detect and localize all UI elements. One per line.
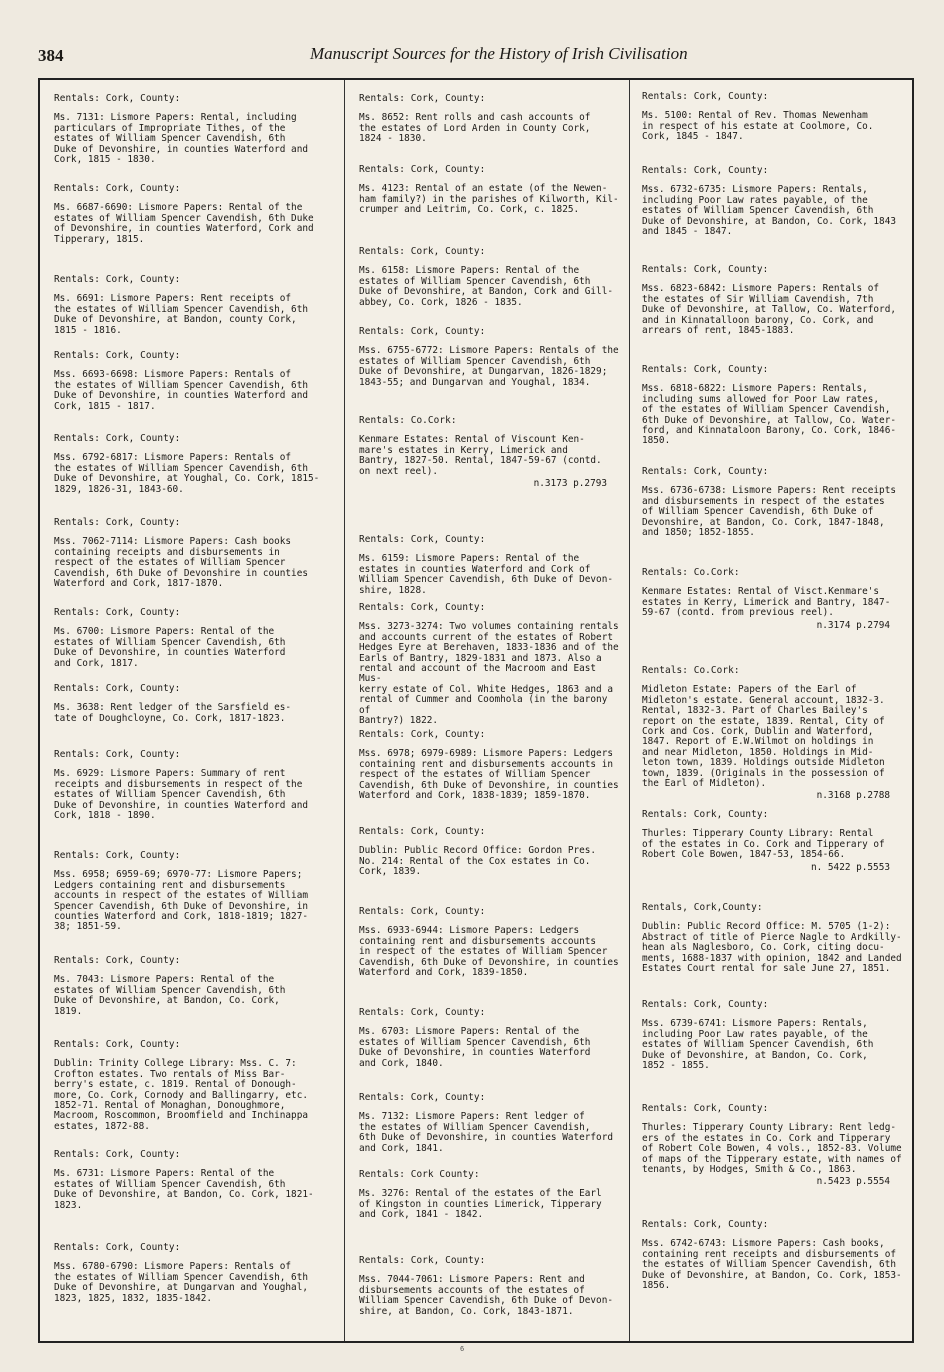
entry-category: Rentals: Cork, County: — [54, 433, 181, 444]
entry-reference: n.3173 p.2793 — [533, 478, 607, 490]
rental-entry — [40, 184, 344, 245]
rental-entry — [40, 1040, 344, 1132]
entry-description: Ms. 7043: Lismore Papers: Rental of the estates of William Spencer Cavendish, 6th Duke of Devonshire, at Bandon, Co. Cork, 1819. — [54, 974, 286, 1017]
rental-entry — [345, 1256, 629, 1317]
entry-description: Ms. 3638: Rent ledger of the Sarsfield es- tate of Doughcloyne, Co. Cork, 1817-1823. — [54, 702, 292, 724]
entry-description: Ms. 6159: Lismore Papers: Rental of the estates in counties Waterford and Cork of William Spencer Cavendish, 6th Duke of Devon- shire, 1828. — [359, 553, 613, 596]
entry-description: Ms. 6691: Lismore Papers: Rent receipts of the estates of William Spencer Cavendish, 6th Duke of Devonshire, at Bandon, county Cork, 1815 - 1816. — [54, 293, 308, 336]
rental-entry — [630, 365, 912, 447]
entry-category: Rentals: Cork, County: — [54, 350, 181, 361]
entry-description: Ms. 5100: Rental of Rev. Thomas Newenham in respect of his estate at Coolmore, Co. Cork, 1845 - 1847. — [642, 110, 874, 143]
entry-description: Mss. 6823-6842: Lismore Papers: Rentals of the estates of Sir William Cavendish, 7th Duke of Devonshire, at Tallow, Co. Waterford, and in Kinnatalloon barony, Co. Cork, and arrears of rent, 1845-1883. — [642, 283, 896, 337]
entry-category: Rentals: Cork, County: — [359, 246, 486, 257]
entry-reference: n.3168 p.2788 — [816, 790, 890, 802]
rental-entry — [40, 1150, 344, 1211]
entry-category: Rentals: Cork, County: — [54, 850, 181, 861]
entry-category: Rentals: Cork, County: — [54, 517, 181, 528]
entry-category: Rentals: Cork, County: — [642, 466, 769, 477]
rental-entry — [345, 165, 629, 216]
entry-description: Dublin: Public Record Office: Gordon Pres. No. 214: Rental of the Cox estates in Co. Cork, 1839. — [359, 845, 597, 878]
rental-entry — [40, 94, 344, 165]
entry-description: Mss. 6736-6738: Lismore Papers: Rent receipts and disbursements in respect of the estates of William Spencer Cavendish, 6th Duke of Devonshire, at Bandon, Co. Cork, 1847-1848, and 1850; 1852-1855. — [642, 485, 896, 539]
rental-entry — [630, 903, 912, 974]
rental-entry — [40, 750, 344, 821]
rental-entry — [630, 92, 912, 143]
entry-category: Rentals: Cork, County: — [54, 93, 181, 104]
entry-description: Mss. 7044-7061: Lismore Papers: Rent and disbursements accounts of the estates of William Spencer Cavendish, 6th Duke of Devon- shire, at Bandon, Co. Cork, 1843-1871. — [359, 1274, 613, 1317]
entry-category: Rentals: Cork, County: — [54, 683, 181, 694]
entry-category: Rentals: Cork, County: — [359, 826, 486, 837]
rental-entry — [40, 518, 344, 589]
rental-entry — [40, 851, 344, 933]
entry-category: Rentals: Cork, County: — [54, 607, 181, 618]
rental-entry — [345, 94, 629, 145]
entry-description: Mss. 6958; 6959-69; 6970-77: Lismore Papers; Ledgers containing rent and disbursements accounts in respect of the estates of William Spencer Cavendish, 6th Duke of Devonshire, in counties Waterford and Cork, 1818-1819; 1827- 38; 1851-59. — [54, 869, 308, 933]
entry-category: Rentals: Cork, County: — [642, 91, 769, 102]
entry-description: Ms. 7131: Lismore Papers: Rental, including particulars of Impropriate Tithes, of the estates of William Spencer Cavendish, 6th Duke of Devonshire, in counties Waterford and Cork, 1815 - 1830. — [54, 112, 308, 166]
rental-entry — [345, 603, 629, 726]
entry-category: Rentals: Cork, County: — [642, 364, 769, 375]
entry-category: Rentals: Cork, County: — [54, 1149, 181, 1160]
entry-description: Dublin: Public Record Office: M. 5705 (1-2): Abstract of title of Pierce Nagle to Ardkilly- hean als Naglesboro, Co. Cork, citing docu- ments, 1688-1837 with opinion, 1842 and Landed Estates Court rental for sale June 27, 1851. — [642, 921, 902, 975]
entry-category: Rentals: Cork, County: — [54, 274, 181, 285]
column-1 — [40, 80, 345, 1341]
rental-entry — [345, 535, 629, 596]
entry-category: Rentals: Cork, County: — [642, 809, 769, 820]
entry-category: Rentals: Cork, County: — [54, 1242, 181, 1253]
rental-entry — [345, 1093, 629, 1154]
rental-entry — [345, 730, 629, 801]
entry-description: Mss. 7062-7114: Lismore Papers: Cash books containing receipts and disbursements in respect of the estates of William Spencer Cavendish, 6th Duke of Devonshire in counties Waterford and Cork, 1817-1870. — [54, 536, 308, 590]
entry-description: Mss. 6742-6743: Lismore Papers: Cash books, containing rent receipts and disbursements of the estates of William Spencer Cavendish, 6th Duke of Devonshire, at Bandon, Co. Cork, 1853- 1856. — [642, 1238, 902, 1292]
entry-description: Midleton Estate: Papers of the Earl of Midleton's estate. General account, 1832-3. Rental, 1832-3. Part of Charles Bailey's report on the estate, 1839. Rental, City of Cork and Cos. Cork, Dublin and Waterford, 1847. Report of E.W.Wilmot on holdings in and near Midleton, 1850. Holdings in Mid- leton town, 1839. Holdings outside Midleton town, 1839. (Originals in the possession of the Earl of Midleton). — [642, 684, 885, 790]
entry-description: Dublin: Trinity College Library: Mss. C. 7: Crofton estates. Two rentals of Miss Bar- berry's estate, c. 1819. Rental of Donough- more, Co. Cork, Cornody and Ballingarry, etc. 1852-71. Rental of Monaghan, Donoughmore, Macroom, Roscommon, Broomfield and Inchinappa estates, 1872-88. — [54, 1058, 308, 1132]
rental-entry — [630, 1220, 912, 1291]
rental-entry — [40, 434, 344, 495]
entry-category: Rentals: Cork, County: — [359, 1007, 486, 1018]
entry-category: Rentals: Cork, County: — [359, 164, 486, 175]
entry-reference: n.3174 p.2794 — [816, 619, 890, 631]
entry-category: Rentals: Cork, County: — [359, 602, 486, 613]
entry-description: Mss. 6739-6741: Lismore Papers: Rentals, including Poor Law rates payable, of the estates of William Spencer Cavendish, 6th Duke of Devonshire, at Bandon, Co. Cork, 1852 - 1855. — [642, 1018, 874, 1072]
page-title: Manuscript Sources for the History of Irish Civilisation — [310, 44, 688, 63]
rental-entry — [630, 1104, 912, 1188]
rental-entry — [630, 810, 912, 873]
columns-frame — [38, 78, 914, 1343]
column-2 — [345, 80, 630, 1341]
page-number: 384 — [38, 46, 64, 65]
entry-category: Rentals: Cork, County: — [54, 1039, 181, 1050]
rental-entry — [40, 956, 344, 1017]
entry-description: Mss. 6818-6822: Lismore Papers: Rentals, including sums allowed for Poor Law rates, of the estates of William Spencer Cavendish, 6th Duke of Devonshire, at Tallow, Co. Water- ford, and Kinnataloon Barony, Co. Cork, 1846- 1850. — [642, 383, 896, 447]
entry-reference: n. 5422 p.5553 — [810, 861, 890, 873]
entry-category: Rentals: Cork County: — [359, 1169, 480, 1180]
entry-category: Rentals: Co.Cork: — [642, 665, 740, 676]
entry-category: Rentals: Cork, County: — [359, 906, 486, 917]
entry-category: Rentals: Co.Cork: — [359, 415, 457, 426]
rental-entry — [40, 275, 344, 336]
rental-entry — [345, 1170, 629, 1221]
rental-entry — [345, 416, 629, 489]
entry-description: Mss. 6732-6735: Lismore Papers: Rentals, including Poor Law rates payable, of the estates of William Spencer Cavendish, 6th Duke of Devonshire, at Bandon, Co. Cork, 1843 and 1845 - 1847. — [642, 184, 896, 238]
rental-entry — [40, 684, 344, 724]
entry-reference: n.5423 p.5554 — [816, 1176, 890, 1188]
entry-category: Rentals: Cork, County: — [642, 1103, 769, 1114]
rental-entry — [345, 907, 629, 978]
rental-entry — [40, 351, 344, 412]
rental-entry — [345, 827, 629, 878]
entry-description: Mss. 6755-6772: Lismore Papers: Rentals of the estates of William Spencer Cavendish, 6th Duke of Devonshire, at Dungarvan, 1826-1829; 1843-55; and Dungarvan and Youghal, 1834. — [359, 345, 619, 388]
rental-entry — [345, 247, 629, 308]
rental-entry — [630, 568, 912, 631]
entry-description: Ms. 6158: Lismore Papers: Rental of the estates of William Spencer Cavendish, 6th Duke of Devonshire, at Bandon, Cork and Gill- abbey, Co. Cork, 1826 - 1835. — [359, 265, 613, 308]
rental-entry — [630, 467, 912, 538]
entry-description: Ms. 8652: Rent rolls and cash accounts of the estates of Lord Arden in County Cork, 1824 - 1830. — [359, 112, 591, 145]
entry-category: Rentals: Cork, County: — [359, 326, 486, 337]
rental-entry — [40, 1243, 344, 1304]
entry-description: Kenmare Estates: Rental of Viscount Ken- mare's estates in Kerry, Limerick and Bantry, 1827-50. Rental, 1847-59-67 (contd. on next reel). — [359, 434, 602, 477]
entry-description: Ms. 7132: Lismore Papers: Rent ledger of the estates of William Spencer Cavendish, 6th Duke of Devonshire, in counties Waterford and Cork, 1841. — [359, 1111, 613, 1154]
entry-description: Ms. 6687-6690: Lismore Papers: Rental of the estates of William Spencer Cavendish, 6th Duke of Devonshire, in counties Waterford, Cork and Tipperary, 1815. — [54, 202, 314, 245]
entry-description: Kenmare Estates: Rental of Visct.Kenmare's estates in Kerry, Limerick and Bantry, 1847- 59-67 (contd. from previous reel). — [642, 586, 891, 619]
rental-entry — [630, 265, 912, 336]
footer-mark: 6 — [460, 1345, 465, 1353]
rental-entry — [345, 327, 629, 388]
entry-description: Mss. 6780-6790: Lismore Papers: Rentals of the estates of William Spencer Cavendish, 6th Duke of Devonshire, at Dungarvan and Youghal, 1823, 1825, 1832, 1835-1842. — [54, 1261, 308, 1304]
entry-category: Rentals: Co.Cork: — [642, 567, 740, 578]
entry-description: Mss. 6933-6944: Lismore Papers: Ledgers containing rent and disbursements accounts in respect of the estates of William Spencer Cavendish, 6th Duke of Devonshire, in counties Waterford and Cork, 1839-1850. — [359, 925, 619, 979]
entry-description: Mss. 6978; 6979-6989: Lismore Papers: Ledgers containing rent and disbursements accounts in respect of the estates of William Spencer Cavendish, 6th Duke of Devonshire, in counties Waterford and Cork, 1838-1839; 1859-1870. — [359, 748, 619, 802]
entry-category: Rentals: Cork, County: — [359, 93, 486, 104]
entry-category: Rentals: Cork, County: — [359, 729, 486, 740]
entry-category: Rentals: Cork, County: — [359, 534, 486, 545]
entry-category: Rentals: Cork, County: — [642, 999, 769, 1010]
entry-description: Ms. 6703: Lismore Papers: Rental of the estates of William Spencer Cavendish, 6th Duke of Devonshire, in counties Waterford and Cork, 1840. — [359, 1026, 591, 1069]
rental-entry — [40, 608, 344, 669]
entry-category: Rentals: Cork, County: — [54, 183, 181, 194]
entry-description: Ms. 4123: Rental of an estate (of the Newen- ham family?) in the parishes of Kilworth, Kil- crumper and Leitrim, Co. Cork, c. 1825. — [359, 183, 619, 216]
rental-entry — [630, 666, 912, 802]
entry-category: Rentals: Cork, County: — [54, 749, 181, 760]
entry-category: Rentals: Cork, County: — [642, 264, 769, 275]
entry-description: Ms. 3276: Rental of the estates of the Earl of Kingston in counties Limerick, Tipperary and Cork, 1841 - 1842. — [359, 1188, 602, 1221]
entry-category: Rentals: Cork, County: — [359, 1092, 486, 1103]
entry-category: Rentals: Cork, County: — [642, 1219, 769, 1230]
entry-description: Ms. 6929: Lismore Papers: Summary of rent receipts and disbursements in respect of the estates of William Spencer Cavendish, 6th Duke of Devonshire, in counties Waterford and Cork, 1818 - 1890. — [54, 768, 308, 822]
entry-category: Rentals, Cork,County: — [642, 902, 763, 913]
rental-entry — [630, 166, 912, 237]
entry-category: Rentals: Cork, County: — [359, 1255, 486, 1266]
rental-entry — [345, 1008, 629, 1069]
entry-description: Ms. 6731: Lismore Papers: Rental of the estates of William Spencer Cavendish, 6th Duke of Devonshire, at Bandon, Co. Cork, 1821- 1823. — [54, 1168, 314, 1211]
entry-category: Rentals: Cork, County: — [54, 955, 181, 966]
entry-description: Mss. 6693-6698: Lismore Papers: Rentals of the estates of William Spencer Cavendish, 6th Duke of Devonshire, in counties Waterford and Cork, 1815 - 1817. — [54, 369, 308, 412]
entry-description: Ms. 6700: Lismore Papers: Rental of the estates of William Spencer Cavendish, 6th Duke of Devonshire, in counties Waterford and Cork, 1817. — [54, 626, 286, 669]
column-3 — [630, 80, 912, 1341]
entry-description: Thurles: Tipperary County Library: Rental of the estates in Co. Cork and Tipperary of Robert Cole Bowen, 1847-53, 1854-66. — [642, 828, 885, 861]
entry-description: Mss. 6792-6817: Lismore Papers: Rentals of the estates of William Spencer Cavendish, 6th Duke of Devonshire, at Youghal, Co. Cork, 1815- 1829, 1826-31, 1843-60. — [54, 452, 320, 495]
rental-entry — [630, 1000, 912, 1071]
entry-category: Rentals: Cork, County: — [642, 165, 769, 176]
entry-description: Mss. 3273-3274: Two volumes containing rentals and accounts current of the estates of Robert Hedges Eyre at Berehaven, 1833-1836 and of the Earls of Bantry, 1829-1831 and 1873. Also a rental and account of the Macroom and East Mus- kerry estate of Col. White Hedges, 1863 and a rental of Cummer and Coomhola (in the barony of Bantry?) 1822. — [359, 621, 619, 727]
entry-description: Thurles: Tipperary County Library: Rent ledg- ers of the estates in Co. Cork and Tipperary of Robert Cole Bowen, 4 vols., 1852-83. Volume of maps of the Tipperary estate, with names of tenants, by Hodges, Smith & Co., 1863. — [642, 1122, 902, 1176]
page-header — [30, 44, 910, 70]
